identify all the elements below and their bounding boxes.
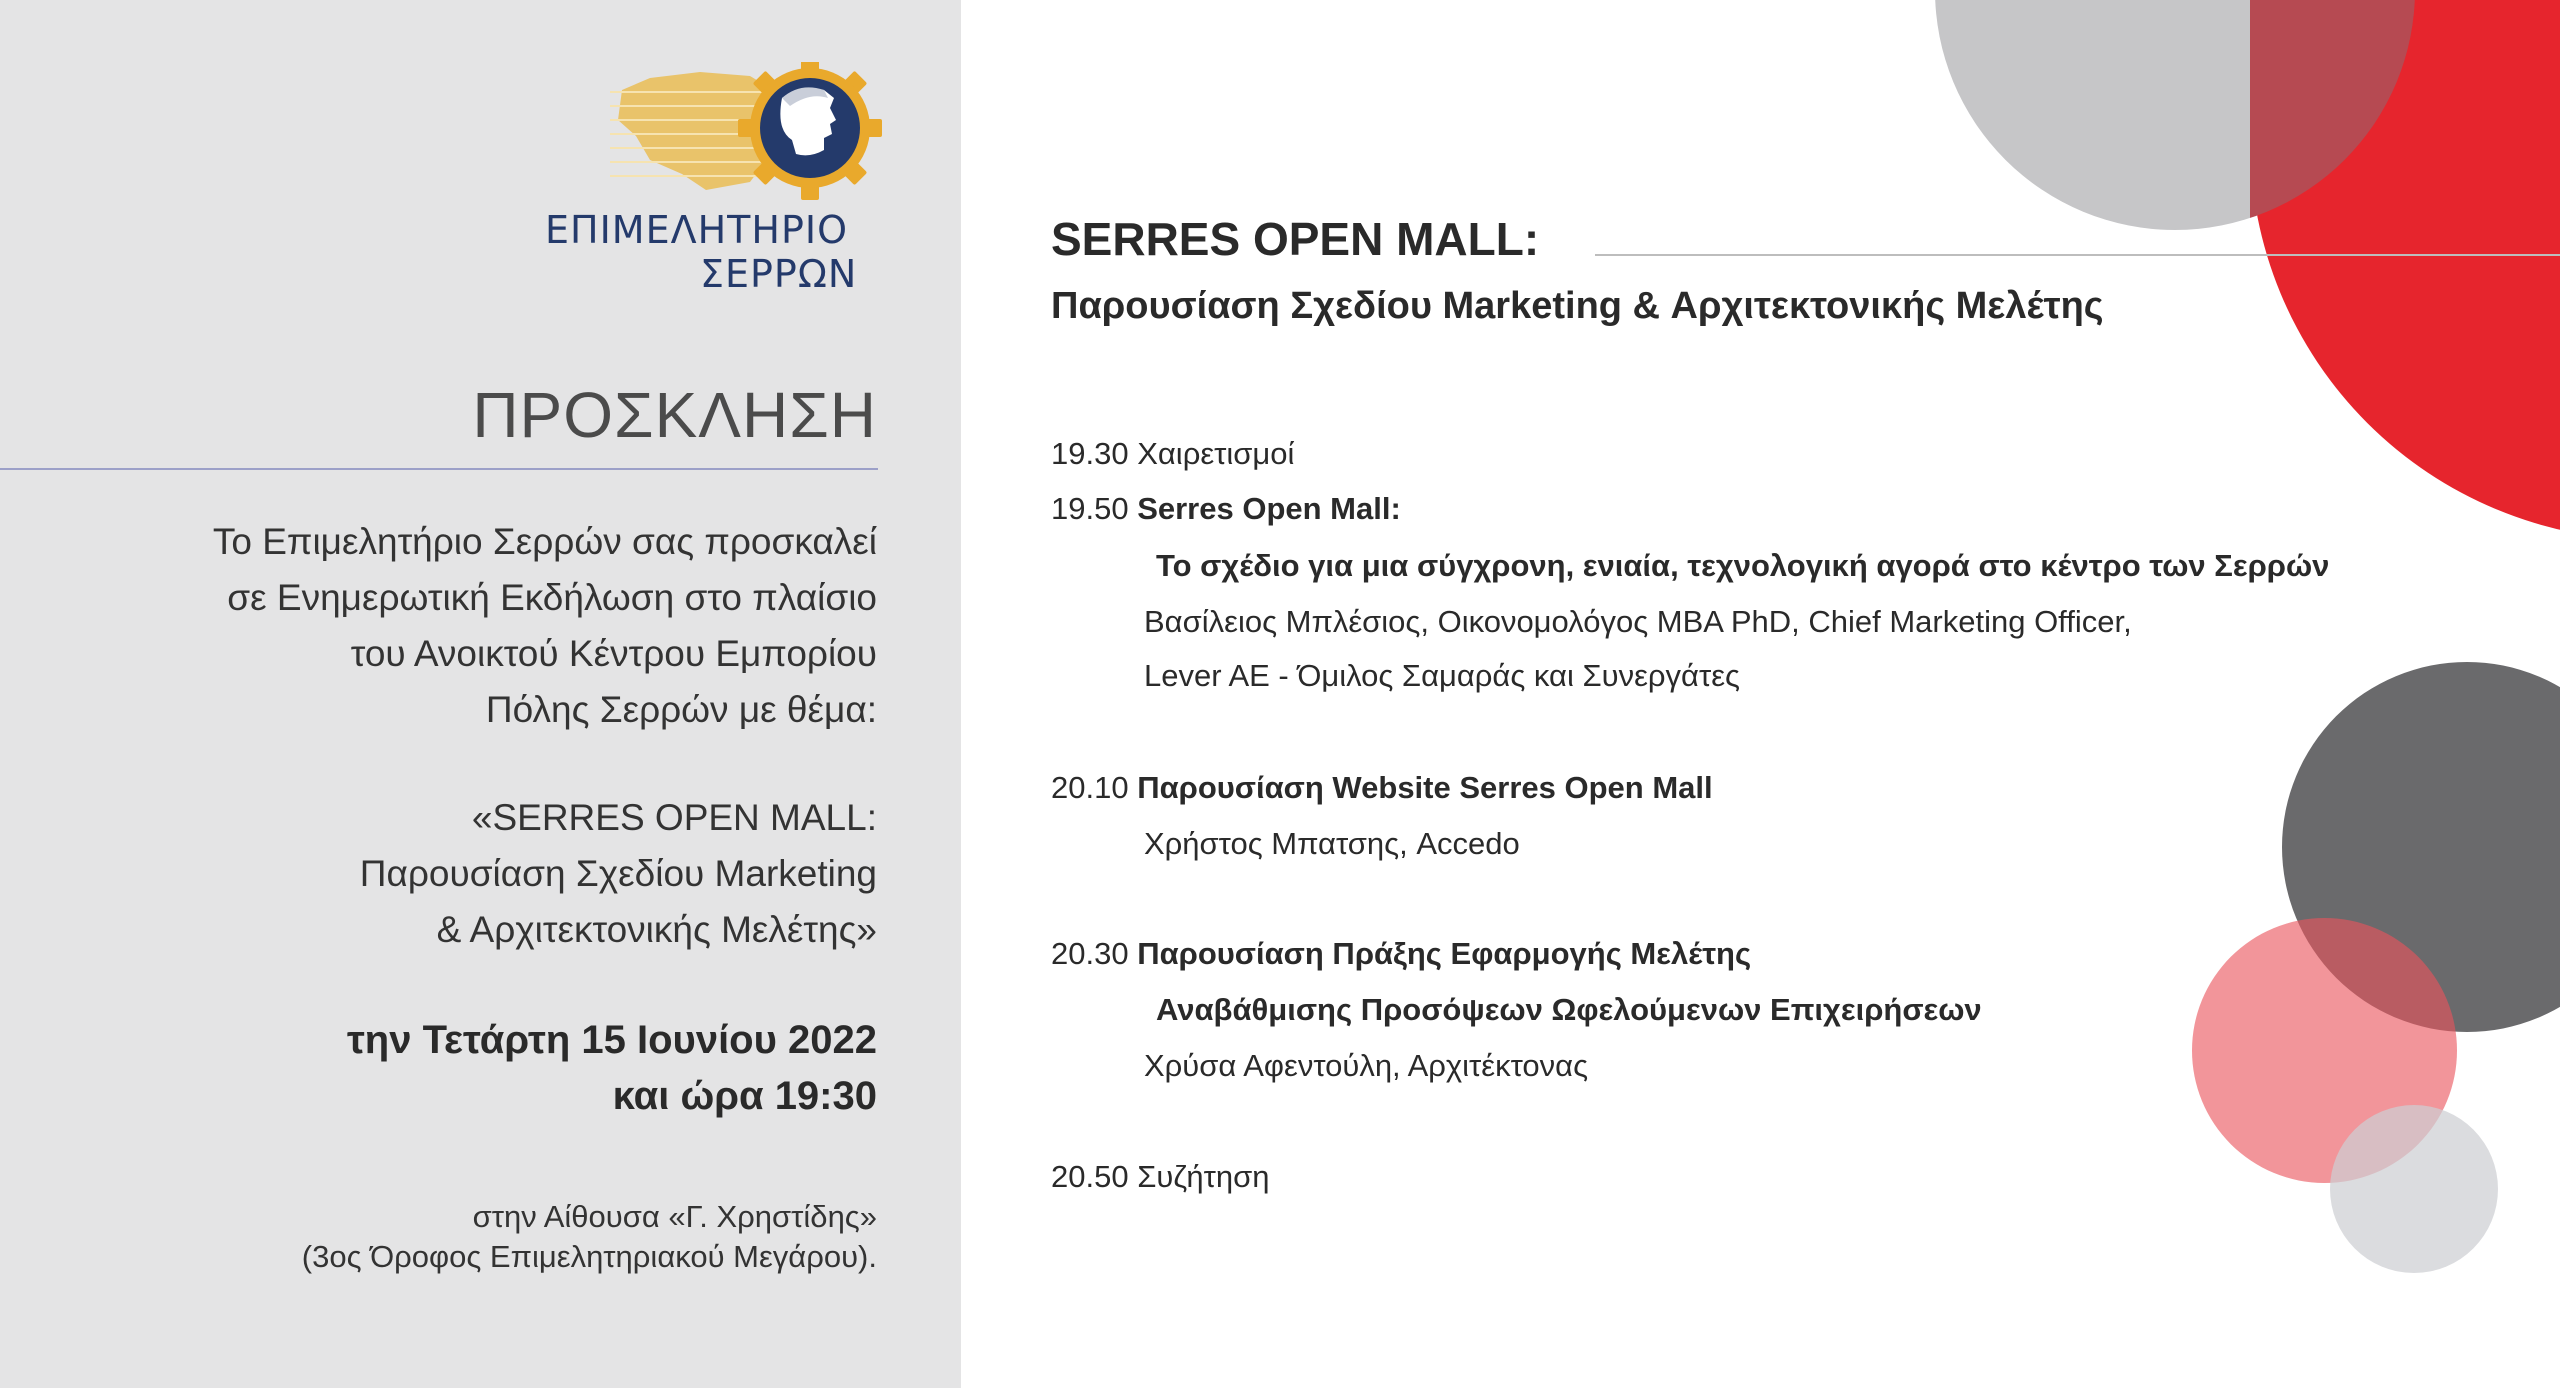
invitation-title: ΠΡΟΣΚΛΗΣΗ <box>472 379 877 451</box>
agenda-item <box>1051 1157 1270 1197</box>
body-line: σε Ενημερωτική Εκδήλωση στο πλαίσιο <box>227 577 877 618</box>
logo-text-line-1: ΕΠΙΜΕΛΗΤΗΡΙΟ <box>545 208 848 252</box>
venue-line-2: (3ος Όροφος Επιμελητηριακού Μεγάρου). <box>301 1239 877 1274</box>
agenda-speaker: Χρύσα Αφεντούλη, Αρχιτέκτονας <box>1144 1048 1589 1083</box>
agenda-time: 20.10 <box>1051 770 1129 805</box>
subject-line: «SERRES OPEN MALL: <box>471 797 877 838</box>
agenda-item <box>1051 434 1294 474</box>
event-datetime <box>347 1012 877 1124</box>
event-date: την Τετάρτη 15 Ιουνίου 2022 <box>346 1018 877 1062</box>
venue-line-1: στην Αίθουσα «Γ. Χρηστίδης» <box>472 1199 877 1234</box>
agenda-label: Χαιρετισμοί <box>1137 436 1295 471</box>
body-line: του Ανοικτού Κέντρου Εμπορίου <box>350 633 877 674</box>
invitation-body <box>213 514 877 738</box>
invitation-subject <box>360 790 877 958</box>
event-time: και ώρα 19:30 <box>612 1074 877 1118</box>
agenda-item <box>1051 768 1713 808</box>
agenda-label: Συζήτηση <box>1137 1159 1270 1194</box>
agenda-speaker: Χρήστος Μπατσης, Accedo <box>1144 826 1520 861</box>
invitation-panel <box>0 0 961 1388</box>
agenda-time: 20.30 <box>1051 936 1129 971</box>
program-title-rule <box>1595 254 2560 256</box>
body-line: Το Επιμελητήριο Σερρών σας προσκαλεί <box>212 521 877 562</box>
decor-circle-light <box>2330 1105 2498 1273</box>
title-divider <box>0 468 878 470</box>
subject-line: & Αρχιτεκτονικής Μελέτης» <box>436 909 877 950</box>
program-title: SERRES OPEN MALL: <box>1051 213 1540 265</box>
agenda-time: 19.50 <box>1051 491 1129 526</box>
agenda-time: 20.50 <box>1051 1159 1129 1194</box>
agenda-detail: Αναβάθμισης Προσόψεων Ωφελούμενων Επιχειρήσεων <box>1156 992 1982 1027</box>
body-line: Πόλης Σερρών με θέμα: <box>485 689 877 730</box>
agenda-speaker: Lever AE - Όμιλος Σαμαράς και Συνεργάτες <box>1144 658 1740 693</box>
agenda-time: 19.30 <box>1051 436 1129 471</box>
agenda-speaker: Βασίλειος Μπλέσιος, Οικονομολόγος MBA PhD, Chief Marketing Officer, <box>1144 604 2132 639</box>
agenda-label: Παρουσίαση Πράξης Εφαρμογής Μελέτης <box>1137 936 1752 971</box>
event-venue <box>302 1197 877 1277</box>
logo-text-line-2: ΣΕΡΡΩΝ <box>700 252 858 296</box>
program-subtitle: Παρουσίαση Σχεδίου Marketing & Αρχιτεκτονικής Μελέτης <box>1051 285 2104 327</box>
subject-line: Παρουσίαση Σχεδίου Marketing <box>359 853 877 894</box>
agenda-label: Παρουσίαση Website Serres Open Mall <box>1137 770 1713 805</box>
agenda-item <box>1051 489 1401 529</box>
agenda-label: Serres Open Mall: <box>1137 491 1401 526</box>
agenda-item <box>1051 934 1751 974</box>
agenda-detail: Το σχέδιο για μια σύγχρονη, ενιαία, τεχνολογική αγορά στο κέντρο των Σερρών <box>1156 548 2330 583</box>
